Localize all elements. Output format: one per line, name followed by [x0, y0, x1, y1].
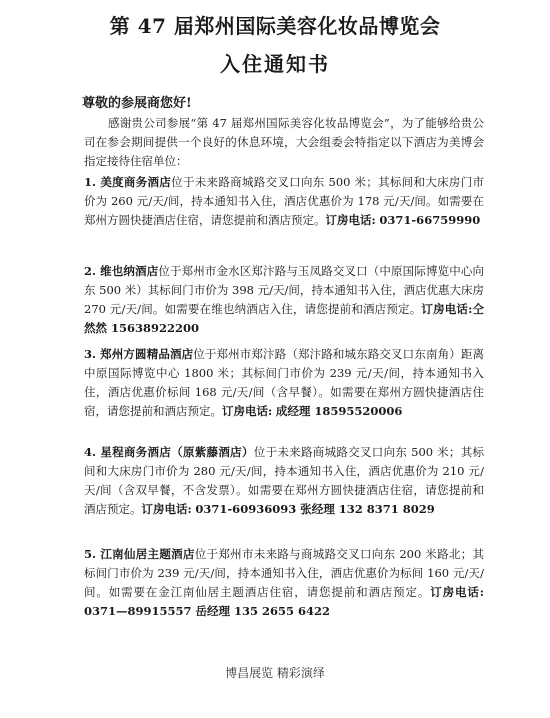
hotel-name: 3. 郑州方圆精品酒店	[84, 347, 194, 361]
hotel-description: 位于未来路商城路交叉口向东 500 米；其标间和大床房门市价为 260 元/天/间，持本通知书入住，酒店优惠价为 178 元/天/间。如需要在郑州方圆快捷酒店住宿，请您提前和酒店预定。	[84, 175, 484, 227]
hotel-entry-3	[84, 345, 484, 421]
phone-number: 0371-66759990	[379, 213, 481, 227]
phone-number: 0371—89915557 岳经理 135 2655 6422	[84, 604, 331, 618]
document-subtitle: 入住通知书	[220, 52, 330, 76]
phone-label: 订房电话:	[325, 213, 376, 227]
phone-label: 订房电话:	[421, 302, 473, 316]
hotel-description: 位于郑州市金水区郑汴路与玉凤路交叉口（中原国际博览中心向东 500 米）其标间门市价为 398 元/天/间，持本通知书入住，酒店优惠大床房 270 元/天/间。如需要在维也纳酒店入住，请您提前和酒店预定。	[84, 264, 484, 316]
hotel-entry-4	[84, 443, 484, 519]
hotel-description: 位于郑州市郑汴路（郑汴路和城东路交叉口东南角）距离中原国际博览中心 1800 米；其标间门市价为 239 元/天/间，持本通知书入住，酒店优惠价标间 168 元/天/间（含早餐）。如需要在郑州方圆快捷酒店住宿，请您提前和酒店预定。	[84, 347, 484, 418]
phone-number: 仝然然 15638922200	[84, 302, 485, 335]
hotel-entry-5	[84, 545, 484, 621]
greeting: 尊敬的参展商您好!	[82, 96, 192, 111]
hotel-description: 位于郑州市未来路与商城路交叉口向东 200 米路北；其标间门市价为 239 元/天/间，持本通知书入住，酒店优惠价为标间 160 元/天/间。如需要在金江南仙居主题酒店住宿，请您提前和酒店预定。	[84, 547, 484, 599]
hotel-description: 位于未来路商城路交叉口向东 500 米；其标间和大床房门市价为 280 元/天/间，持本通知书入住，酒店优惠价为 210 元/天/间（含双早餐，不含发票）。如需要在郑州方圆快捷酒店住宿，请您提前和酒店预定。	[84, 445, 484, 516]
hotel-entry-2	[84, 262, 484, 338]
phone-number: 成经理 18595520006	[275, 404, 403, 418]
phone-label: 订房电话:	[141, 502, 192, 516]
phone-number: 0371-60936093 张经理 132 8371 8029	[195, 502, 435, 516]
document-title: 第 47 届郑州国际美容化妆品博览会	[109, 14, 441, 38]
phone-label: 订房电话:	[222, 404, 273, 418]
footer-slogan: 博昌展览 精彩演绎	[225, 666, 325, 680]
intro-paragraph: 感谢贵公司参展“第 47 届郑州国际美容化妆品博览会”，为了能够给贵公司在参会期间提供一个良好的休息环境，大会组委会特指定以下酒店为美博会指定接待住宿单位：	[84, 116, 484, 168]
hotel-name: 1. 美度商务酒店	[84, 175, 172, 189]
phone-label: 订房电话:	[430, 585, 484, 599]
hotel-entry-1	[84, 173, 484, 230]
hotel-name: 4. 星程商务酒店（原紫藤酒店）	[84, 445, 254, 459]
hotel-name: 5. 江南仙居主题酒店	[84, 547, 195, 561]
hotel-name: 2. 维也纳酒店	[84, 264, 159, 278]
